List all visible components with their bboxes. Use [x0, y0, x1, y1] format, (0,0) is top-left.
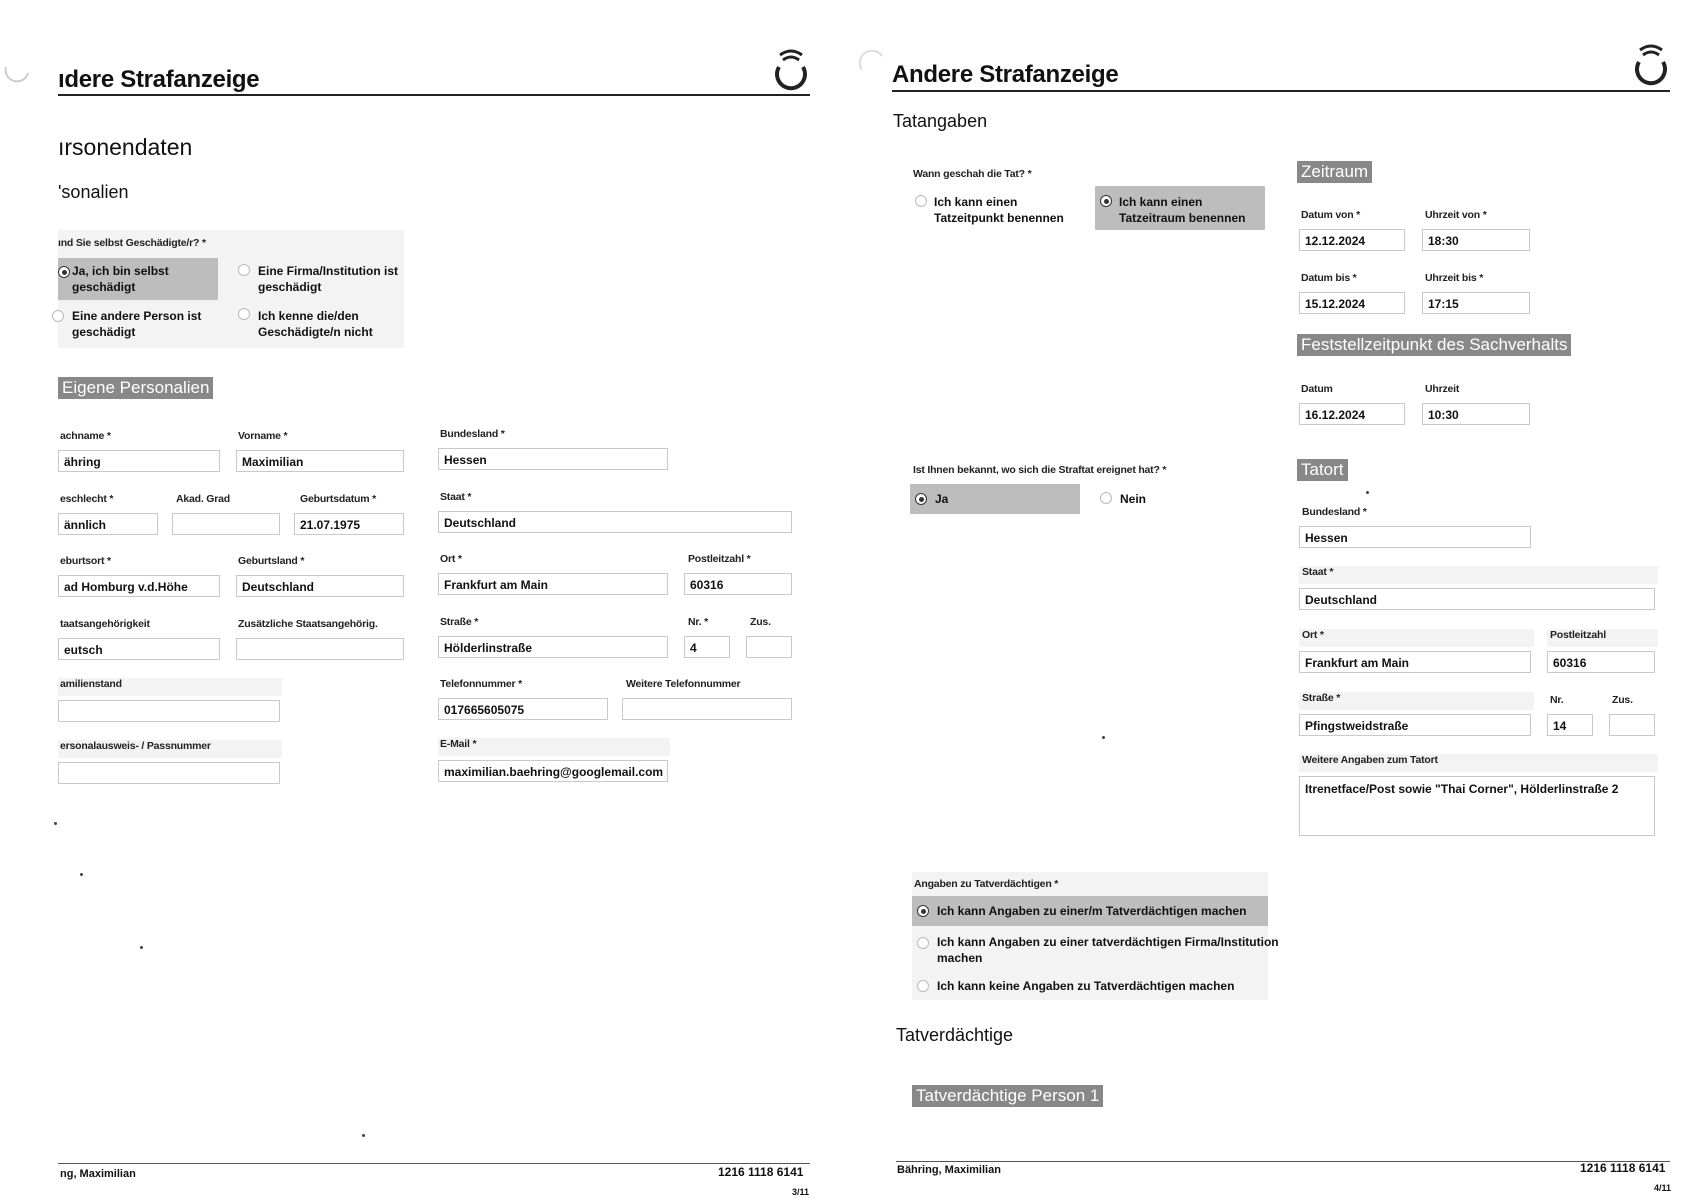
- verdaechtige-question: Angaben zu Tatverdächtigen *: [914, 878, 1059, 890]
- tatort-ort-field[interactable]: Frankfurt am Main: [1299, 651, 1531, 673]
- plz-label: Postleitzahl *: [688, 553, 751, 565]
- scan-corner-mark-icon: [2, 55, 32, 85]
- datum-bis-label: Datum bis *: [1301, 272, 1357, 284]
- wann-question: Wann geschah die Tat? *: [913, 168, 1032, 180]
- radio-tatzeitraum[interactable]: Ich kann einen Tatzeitraum benennen: [1095, 186, 1265, 230]
- tatort-question: Ist Ihnen bekannt, wo sich die Straftat ereignet hat? *: [913, 464, 1167, 476]
- ort-label: Ort *: [440, 553, 462, 565]
- telefon-label: Telefonnummer *: [440, 678, 522, 690]
- uhrzeit-bis-field[interactable]: 17:15: [1422, 292, 1530, 314]
- uhrzeit-label: Uhrzeit: [1425, 383, 1460, 395]
- uhrzeit-field[interactable]: 10:30: [1422, 403, 1530, 425]
- datum-von-label: Datum von *: [1301, 209, 1361, 221]
- familienstand-label: amilienstand: [58, 678, 282, 696]
- radio-button[interactable]: [915, 493, 927, 505]
- geburtsland-field[interactable]: Deutschland: [236, 575, 404, 597]
- radio-button[interactable]: [917, 905, 929, 917]
- police-logo-icon: [1632, 40, 1670, 90]
- weitere-angaben-field[interactable]: Itrenetface/Post sowie "Thai Corner", Hölderlinstraße 2: [1299, 776, 1655, 836]
- strasse-field[interactable]: Hölderlinstraße: [438, 636, 668, 658]
- footer-name: ng, Maximilian: [60, 1168, 136, 1180]
- tatort-nr-label: Nr.: [1550, 694, 1564, 706]
- police-logo-icon: [772, 45, 810, 95]
- uhrzeit-von-field[interactable]: 18:30: [1422, 229, 1530, 251]
- radio-button[interactable]: [915, 195, 927, 207]
- tatort-staat-field[interactable]: Deutschland: [1299, 588, 1655, 610]
- tatort-staat-label: Staat *: [1299, 566, 1658, 584]
- telefon-field[interactable]: 017665605075: [438, 698, 608, 720]
- ausweis-field[interactable]: [58, 762, 280, 784]
- radio-button[interactable]: [917, 980, 929, 992]
- zus-staatsangehoerigkeit-field[interactable]: [236, 638, 404, 660]
- bundesland-label: Bundesland *: [440, 428, 505, 440]
- tatort-strasse-label: Straße *: [1299, 692, 1534, 710]
- datum-bis-field[interactable]: 15.12.2024: [1299, 292, 1405, 314]
- radio-ort-ja[interactable]: Ja: [910, 484, 1080, 514]
- radio-option-self[interactable]: Ja, ich bin selbst geschädigt: [58, 258, 218, 300]
- geburtsland-label: Geburtsland *: [238, 555, 305, 567]
- tatort-header: Tatort: [1297, 459, 1348, 481]
- radio-verdaechtige-firma[interactable]: Ich kann Angaben zu einer tatverdächtigen Firma/Institution machen: [912, 932, 1268, 970]
- vorname-label: Vorname *: [238, 430, 288, 442]
- radio-option-unbekannt[interactable]: Ich kenne die/den Geschädigte/n nicht: [238, 303, 398, 343]
- weitere-telefon-label: Weitere Telefonnummer: [626, 678, 741, 690]
- ort-field[interactable]: Frankfurt am Main: [438, 573, 668, 595]
- radio-option-andere-person[interactable]: Eine andere Person ist geschädigt: [58, 303, 218, 343]
- radio-button[interactable]: [58, 266, 70, 278]
- radio-verdaechtige-person[interactable]: Ich kann Angaben zu einer/m Tatverdächtigen machen: [912, 896, 1268, 926]
- vorname-field[interactable]: Maximilian: [236, 450, 404, 472]
- datum-field[interactable]: 16.12.2024: [1299, 403, 1405, 425]
- akad-grad-field[interactable]: [172, 513, 280, 535]
- plz-field[interactable]: 60316: [684, 573, 792, 595]
- weitere-angaben-label: Weitere Angaben zum Tatort: [1299, 754, 1658, 772]
- geburtsort-label: eburtsort *: [60, 555, 111, 567]
- tatort-ort-label: Ort *: [1299, 629, 1534, 647]
- footer-number: 1216 1118 6141: [718, 1165, 804, 1179]
- eigene-personalien-header: Eigene Personalien: [58, 377, 213, 399]
- staat-field[interactable]: Deutschland: [438, 511, 792, 533]
- geschaedigt-question: ınd Sie selbst Geschädigte/r? *: [58, 237, 206, 249]
- zeitraum-header: Zeitraum: [1297, 161, 1372, 183]
- datum-label: Datum: [1301, 383, 1333, 395]
- familienstand-field[interactable]: [58, 700, 280, 722]
- radio-button[interactable]: [238, 264, 250, 276]
- radio-option-firma[interactable]: Eine Firma/Institution ist geschädigt: [238, 258, 398, 300]
- uhrzeit-bis-label: Uhrzeit bis *: [1425, 272, 1484, 284]
- section-title: Tatangaben: [893, 111, 988, 131]
- footer-rule: [58, 1163, 810, 1164]
- nr-field[interactable]: 4: [684, 636, 730, 658]
- radio-button[interactable]: [917, 937, 929, 949]
- akad-grad-label: Akad. Grad: [176, 493, 231, 505]
- zus-staatsangehoerigkeit-label: Zusätzliche Staatsangehörig.: [238, 618, 378, 630]
- staatsangehoerigkeit-label: taatsangehörigkeit: [60, 618, 150, 630]
- nachname-label: achname *: [60, 430, 111, 442]
- title-rule: [58, 94, 810, 96]
- geburtsdatum-field[interactable]: 21.07.1975: [294, 513, 404, 535]
- zus-field[interactable]: [746, 636, 792, 658]
- bundesland-field[interactable]: Hessen: [438, 448, 668, 470]
- radio-ort-nein[interactable]: Nein: [1098, 484, 1218, 514]
- page-number: 4/11: [1654, 1183, 1672, 1193]
- radio-button[interactable]: [238, 308, 250, 320]
- tatort-plz-label: Postleitzahl: [1547, 629, 1658, 647]
- uhrzeit-von-label: Uhrzeit von *: [1425, 209, 1487, 221]
- radio-tatzeitpunkt[interactable]: Ich kann einen Tatzeitpunkt benennen: [912, 186, 1082, 230]
- footer-rule: [896, 1161, 1670, 1162]
- staat-label: Staat *: [440, 491, 472, 503]
- tatort-zus-label: Zus.: [1612, 694, 1633, 706]
- geburtsort-field[interactable]: ad Homburg v.d.Höhe: [58, 575, 220, 597]
- footer-number: 1216 1118 6141: [1580, 1161, 1666, 1175]
- nachname-field[interactable]: ähring: [58, 450, 220, 472]
- geburtsdatum-label: Geburtsdatum *: [300, 493, 376, 505]
- page-title: Andere Strafanzeige: [892, 61, 1119, 88]
- tatort-plz-field[interactable]: 60316: [1547, 651, 1655, 673]
- datum-von-field[interactable]: 12.12.2024: [1299, 229, 1405, 251]
- tatort-zus-field[interactable]: [1609, 714, 1655, 736]
- tatort-nr-field[interactable]: 14: [1547, 714, 1593, 736]
- strasse-label: Straße *: [440, 616, 479, 628]
- feststellzeitpunkt-header: Feststellzeitpunkt des Sachverhalts: [1297, 334, 1571, 356]
- tatort-bundesland-field[interactable]: Hessen: [1299, 526, 1531, 548]
- scan-corner-mark-icon: [858, 50, 888, 80]
- tatort-bundesland-label: Bundesland *: [1302, 506, 1367, 518]
- section-title: ırsonendaten: [58, 134, 193, 160]
- tatort-strasse-field[interactable]: Pfingstweidstraße: [1299, 714, 1531, 736]
- email-label: E-Mail *: [438, 738, 670, 756]
- page-title: ıdere Strafanzeige: [58, 66, 260, 93]
- geschlecht-field[interactable]: ännlich: [58, 513, 158, 535]
- subsection-title: 'sonalien: [58, 182, 129, 202]
- footer-name: Bähring, Maximilian: [897, 1164, 1001, 1176]
- page-number: 3/11: [792, 1187, 810, 1197]
- title-rule: [892, 90, 1670, 92]
- geschlecht-label: eschlecht *: [60, 493, 114, 505]
- radio-verdaechtige-keine[interactable]: Ich kann keine Angaben zu Tatverdächtigen machen: [912, 976, 1268, 998]
- zus-label: Zus.: [750, 616, 771, 628]
- staatsangehoerigkeit-field[interactable]: eutsch: [58, 638, 220, 660]
- tatverdaechtige-person-header: Tatverdächtige Person 1: [912, 1085, 1103, 1107]
- radio-button[interactable]: [1100, 492, 1112, 504]
- weitere-telefon-field[interactable]: [622, 698, 792, 720]
- nr-label: Nr. *: [688, 616, 709, 628]
- radio-button[interactable]: [1100, 195, 1112, 207]
- radio-button[interactable]: [52, 310, 64, 322]
- ausweis-label: ersonalausweis- / Passnummer: [58, 740, 282, 758]
- tatverdaechtige-title: Tatverdächtige: [896, 1025, 1014, 1045]
- email-field[interactable]: maximilian.baehring@googlemail.com: [438, 760, 668, 782]
